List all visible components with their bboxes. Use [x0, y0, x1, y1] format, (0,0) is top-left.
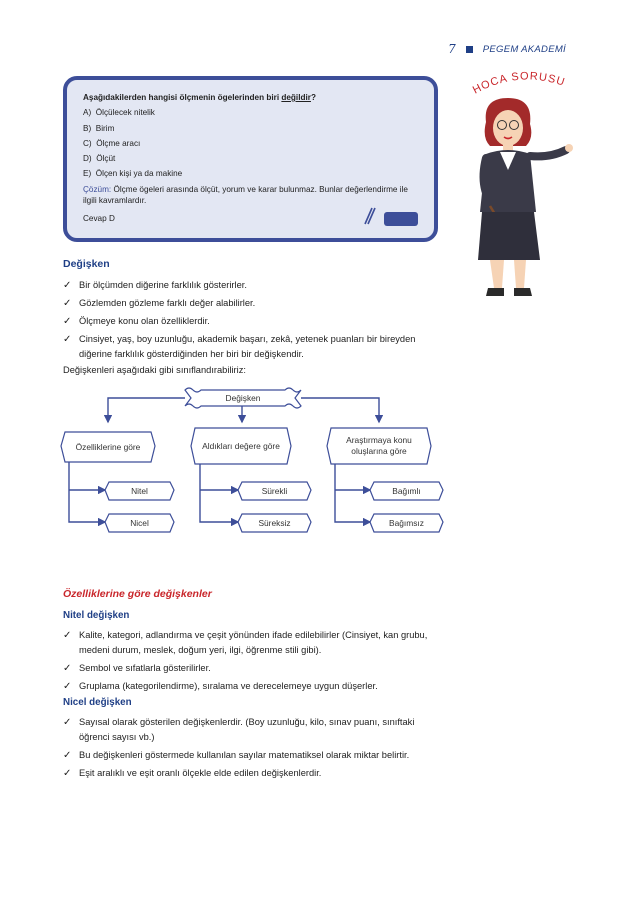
question-box	[63, 76, 438, 242]
classify-text: Değişkenleri aşağıdaki gibi sınıflandırabiliriz:	[63, 365, 246, 375]
check-icon: ✓	[63, 630, 72, 641]
diagram-node-sureksiz: Süreksiz	[258, 517, 291, 528]
section-title-ozellik: Özelliklerine göre değişkenler	[63, 588, 212, 600]
section-title-degisken: Değişken	[63, 258, 110, 270]
question-text: Aşağıdakilerden hangisi ölçmenin ögelerinden biri değildir?	[83, 93, 316, 102]
option-b: B) Birim	[83, 123, 115, 133]
list-item: ✓ Bir ölçümden diğerine farklılık gösterirler.	[63, 280, 247, 291]
list-item: ✓ Gözlemden gözleme farklı değer alabilirler.	[63, 298, 256, 309]
diagram-node-nitel: Nitel	[131, 485, 148, 496]
diagram-node-root: Değişken	[225, 392, 261, 403]
teacher-illustration	[438, 92, 588, 307]
option-a: A) Ölçülecek nitelik	[83, 108, 155, 118]
degisken-bullet-list	[63, 278, 443, 365]
check-icon: ✓	[63, 750, 72, 761]
list-item: ✓ Cinsiyet, yaş, boy uzunluğu, akademik başarı, zekâ, yetenek puanları bir bireyden diğerine farklılık gösterdiğinden her biri bir değişkendir.	[63, 334, 416, 359]
option-e: E) Ölçen kişi ya da makine	[83, 169, 183, 179]
list-item: ✓ Sembol ve sıfatlarla gösterilirler.	[63, 663, 211, 674]
diagram-node-surekli: Sürekli	[261, 485, 288, 496]
option-d: D) Ölçüt	[83, 154, 116, 164]
diagram-node-arastirmaya: Araştırmaya konu oluşlarına göre	[346, 435, 412, 456]
list-item: ✓ Eşit aralıklı ve eşit oranlı ölçekle elde edilen değişkenlerdir.	[63, 768, 322, 779]
check-icon: ✓	[63, 717, 72, 728]
page-number: 7	[448, 42, 456, 56]
pencil-icon	[362, 206, 378, 226]
list-item: ✓ Ölçmeye konu olan özelliklerdir.	[63, 316, 210, 327]
list-item: ✓ Bu değişkenleri göstermede kullanılan sayılar matematiksel olarak miktar belirtir.	[63, 750, 410, 761]
diagram-node-aldiklari: Aldıkları değere göre	[202, 440, 280, 451]
check-icon: ✓	[63, 334, 72, 345]
check-icon: ✓	[63, 768, 72, 779]
list-item: ✓ Kalite, kategori, adlandırma ve çeşit yönünden ifade edilebilirler (Cinsiyet, kan grubu, medeni durum, meslek, doğum yeri, ilgi, öğrenme stili gibi).	[63, 630, 428, 655]
check-icon: ✓	[63, 316, 72, 327]
list-item: ✓ Gruplama (kategorilendirme), sıralama ve derecelemeye uygun düşerler.	[63, 681, 378, 692]
check-icon: ✓	[63, 663, 72, 674]
check-icon: ✓	[63, 681, 72, 692]
option-c: C) Ölçme aracı	[83, 138, 141, 148]
solution: Çözüm: Ölçme ögeleri arasında ölçüt, yorum ve karar bulunmaz. Bunlar değerlendirme ile ilgili kavramlardır.	[83, 184, 408, 206]
answer-tab	[384, 212, 418, 226]
diagram-node-nicel: Nicel	[130, 517, 149, 528]
diagram-node-bagimsiz: Bağımsız	[389, 517, 424, 528]
diagram-node-bagimli: Bağımlı	[392, 485, 421, 496]
nitel-bullet-list	[63, 628, 443, 697]
answer-text: Cevap D	[83, 213, 115, 223]
subsection-title-nicel: Nicel değişken	[63, 697, 132, 708]
list-item: ✓ Sayısal olarak gösterilen değişkenlerdir. (Boy uzunluğu, kilo, sınav puanı, sınıftaki öğrenci sayısı vb.)	[63, 717, 415, 742]
page-header	[448, 42, 566, 56]
check-icon: ✓	[63, 298, 72, 309]
square-icon	[466, 46, 473, 53]
svg-text:HOCA SORUSU: HOCA SORUSU	[470, 70, 567, 97]
nicel-bullet-list	[63, 715, 443, 784]
variable-classification-diagram	[55, 384, 455, 544]
check-icon: ✓	[63, 280, 72, 291]
brand-name: PEGEM AKADEMİ	[482, 43, 566, 55]
subsection-title-nitel: Nitel değişken	[63, 610, 130, 621]
diagram-node-ozelliklerine: Özelliklerine göre	[75, 441, 141, 452]
